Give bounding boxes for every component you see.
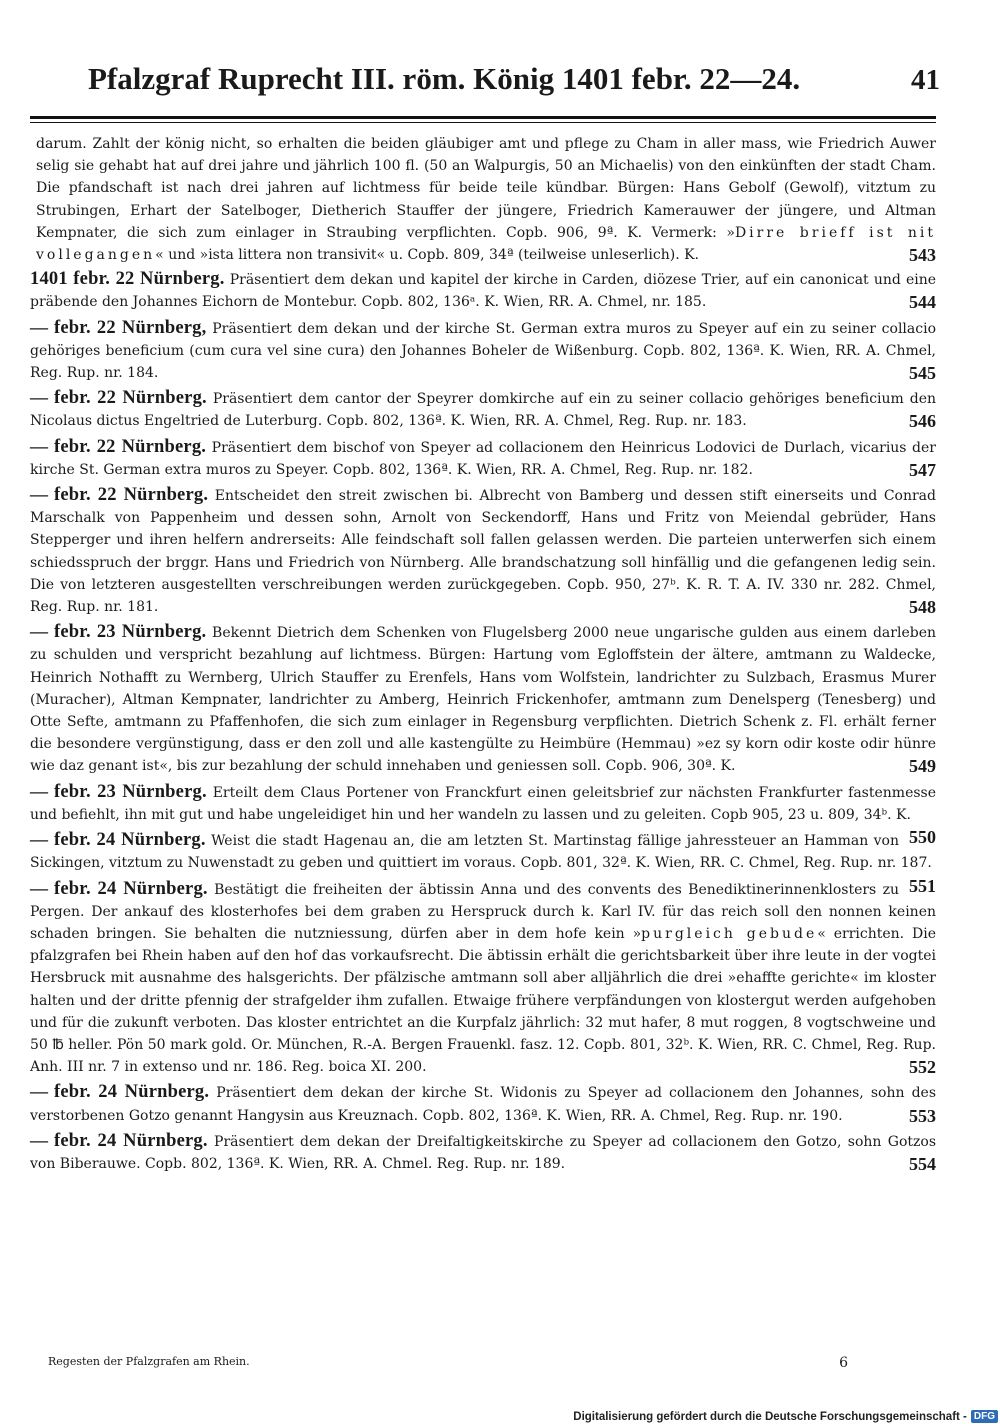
entry-number: 547 (909, 459, 936, 480)
entry-date-place: febr. 22 Nürnberg. (54, 485, 209, 506)
entry-text-continued: « errichten. Die pfalzgrafen bei Rhein haben auf den hof das vorkaufsrecht. Die äbtissin erhält die gerichtsbarkeit über ihre leute in der vogtei Hersbruck mit ausnahme des halsgerichts. Der pfälzische amtmann soll aber alljährlich die drei »ehaffte gerichte« im kloster halten und der dritte pfennig der strafgelder ihm zufallen. Etwaige frühere verpfändungen von klostergut werden aufgehoben und für die zukunft verboten. Das kloster entrichtet an die Kurpfalz jährlich: 32 mut hafer, 8 mut roggen, 8 vogtschweine und 50 ℔ heller. Pön 50 mark gold. Or. München, R.-A. Bergen Frauenkl. fasz. 12. Copb. 801, 32ᵇ. K. Wien, RR. C. Chmel, Reg. Rup. Anh. III nr. 7 in extenso und nr. 186. Reg. boica XI. 200. (30, 925, 937, 1076)
regest-entry (30, 483, 936, 618)
entry-text: Weist die stadt Hagenau an, die am letzten St. Martinstag fällige jahressteuer an Hamman von Sickingen, vitztum zu Nuwenstadt zu geben und quittiert im voraus. Copb. 801, 32ª. K. Wien, RR. C. Chmel, Reg. Rup. nr. 187. (30, 833, 932, 872)
regest-entry (30, 316, 936, 385)
header-rule (30, 116, 936, 119)
page-title: Pfalzgraf Ruprecht III. röm. König 1401 febr. 22—24. (88, 61, 801, 96)
entry-dash: — (30, 316, 48, 337)
entry-number: 552 (909, 1057, 936, 1078)
entry-text: Präsentiert dem dekan der kirche St. Widonis zu Speyer ad collacionem den Johannes, sohn des verstorbenen Gotzo genannt Hangysin aus Kreuznach. Copb. 802, 136ª. K. Wien, RR. A. Chmel, Reg. Rup. nr. 190. (30, 1085, 937, 1124)
entry-text: Bekennt Dietrich dem Schenken von Flugelsberg 2000 neue ungarische gulden aus einem darleben zu schulden und verspricht bezahlung auf lichtmess. Bürgen: Hartung vom Egloffstein der ältere, amtmann zu Waldecke, Heinrich Nothafft zu Wernberg, Ulrich Stauffer zu Erenfels, Hans vom Wolfstein, landrichter zu Sulzbach, Erasmus Murer (Muracher), Altman Kempnater, landrichter zu Amberg, Heinrich Frickenhofer, amtmann zum Denelsperg (Tenesberg) und Otte Sefte, amtmann zu Pfaffenhofen, die sich zum einlager in Regensburg verpflichten. Dietrich Schenk z. Fl. erhält ferner die besondere vergünstigung, dass er den zoll und alle kastengülte zu Heimbüre (Hemmau) »ez sy korn odir koste odir hünre wie daz genant ist«, bis zur bezahlung der schuld innehaben und geniessen soll. Copb. 906, 30ª. K. (30, 625, 937, 775)
entry-dash: — (30, 780, 48, 801)
entry-number: 549 (909, 756, 936, 777)
entry-dash: — (30, 435, 48, 456)
regest-entry (30, 620, 936, 777)
entry-date-place: febr. 23 Nürnberg. (54, 622, 207, 643)
regesta-list (30, 133, 936, 1175)
header-rule-thin (30, 122, 936, 123)
entry-text-continued: « und »ista littera non transivit« u. Copb. 809, 34ª (teilweise unleserlich). K. (155, 247, 700, 264)
entry-text: Bestätigt die freiheiten der äbtissin Anna und des convents des Benediktinerinnenklosters zu Pergen. Der ankauf des klosterhofes bei dem graben zu Herspruck durch k. Karl IV. für das reich soll den nonnen keinen schaden bringen. Sie behalten die nutzniessung, dürfen aber in dem hofe kein » (30, 881, 936, 942)
entry-number: 553 (909, 1105, 936, 1126)
entry-dash: — (30, 484, 48, 505)
entry-number: 543 (909, 245, 936, 266)
entry-text: Präsentiert dem cantor der Speyrer domkirche auf ein zu seiner collacio gehöriges beneficium den Nicolaus dictus Engeltried de Luterburg. Copb. 802, 136ª. K. Wien, RR. A. Chmel, Reg. Rup. nr. 183. (30, 391, 937, 430)
entry-date-place: febr. 24 Nürnberg. (54, 878, 208, 899)
regest-entry (30, 435, 936, 481)
entry-date-place: febr. 22 Nürnberg. (54, 388, 207, 409)
regest-entry (30, 1080, 936, 1126)
entry-number: 554 (909, 1153, 936, 1174)
page-footer (48, 1355, 848, 1371)
entry-date-place: febr. 22 Nürnberg. (54, 436, 207, 457)
entry-dash: — (30, 877, 48, 898)
footer-source: Regesten der Pfalzgrafen am Rhein. (48, 1355, 250, 1368)
entry-text: Präsentiert dem dekan und kapitel der kirche in Carden, diözese Trier, auf ein canonicat und eine präbende den Johannes Eichorn de Montebur. Copb. 802, 136ᵃ. K. Wien, RR. A. Chmel, nr. 185. (30, 272, 937, 311)
regest-entry (30, 268, 936, 313)
entry-text: Erteilt dem Claus Portener von Franckfurt einen geleitsbrief zur nächsten Frankfurter fastenmesse und befiehlt, ihn mit gut und habe ungeleidiget hin und her wandeln zu lassen und zu geleiten. Copb 905, 23 u. 809, 34ᵇ. K. (30, 784, 937, 823)
entry-text: Präsentiert dem bischof von Speyer ad collacionem den Heinricus Lodovici de Durlach, vicarius der kirche St. German extra muros zu Speyer. Copb. 802, 136ª. K. Wien, RR. A. Chmel, Reg. Rup. nr. 182. (30, 439, 936, 478)
entry-number: 544 (909, 292, 936, 313)
entry-text: Präsentiert dem dekan der Dreifaltigkeitskirche zu Speyer ad collacionem den Gotzo, sohn Gotzos von Biberauwe. Copb. 802, 136ª. K. Wien, RR. A. Chmel. Reg. Rup. nr. 189. (30, 1133, 937, 1172)
entry-spaced-quote: purgleich gebude (641, 925, 818, 942)
dfg-logo-icon: DFG (971, 1410, 998, 1423)
entry-date-place: febr. 24 Nürnberg. (54, 1130, 208, 1151)
entry-number: 548 (909, 597, 936, 618)
entry-date-place: febr. 24 Nürnberg. (54, 830, 206, 851)
regest-entry (30, 877, 936, 1079)
entry-dash: — (30, 621, 48, 642)
regest-entry (30, 133, 936, 266)
entry-number: 550 (909, 827, 936, 848)
entry-text: Präsentiert dem dekan und der kirche St. German extra muros zu Speyer auf ein zu seiner collacio gehöriges beneficium (cum cura vel sine cura) den Johannes Boheler de Wißenburg. Copb. 802, 136ª. K. Wien, RR. A. Chmel, Reg. Rup. nr. 184. (30, 320, 937, 382)
entry-spaced-quote: Dirre brieff ist nit vollegangen (36, 224, 936, 264)
entry-number: 546 (909, 411, 936, 432)
regest-entry (30, 828, 936, 896)
page-number: 41 (911, 64, 940, 96)
entry-dash: — (30, 1081, 48, 1102)
regest-entry (30, 1129, 936, 1175)
entry-text: darum. Zahlt der könig nicht, so erhalten die beiden gläubiger amt und pflege zu Cham in aller mass, wie Friedrich Auwer selig sie gehabt hat auf drei jahre und jährlich 100 fl. (50 an Walpurgis, 50 an Michaelis) von den einkünften der stadt Cham. Die pfandschaft ist nach drei jahren auf lichtmess für beide teile kündbar. Bürgen: Hans Gebolf (Gewolf), vitztum zu Strubingen, Erhart der Satelboger, Dietherich Stauffer der jüngere, Friedrich Kamerauwer der jüngere, und Altman Kempnater, die sich zum einlager in Straubing verpflichten. Copb. 906, 9ª. K. Vermerk: » (36, 136, 936, 241)
entry-dash: — (30, 387, 48, 408)
entry-date-place: febr. 24 Nürnberg. (54, 1082, 210, 1103)
funding-credit (573, 1410, 998, 1423)
entry-date-place: febr. 22 Nürnberg, (54, 317, 207, 338)
regest-entry (30, 386, 936, 432)
credit-text: Digitalisierung gefördert durch die Deutsche Forschungsgemeinschaft - (573, 1410, 967, 1423)
entry-text: Entscheidet den streit zwischen bi. Albrecht von Bamberg und dessen stift einerseits und Conrad Marschalk von Pappenheim und dessen sohn, Arnolt von Seckendorff, Hans und Fritz von Meiendal gebrüder, Hans Stepperger und ihren helfern andrerseits: Alle feindschaft soll fallen gelassen werden. Die parteien unterwerfen sich einem schiedsspruch der brggr. Hans und Friedrich von Nürnberg. Alle brandschatzung soll hinfällig und die gefangenen ledig sein. Die von letzteren ausgestellten verschreibungen werden zurückgegeben. Copb. 950, 27ᵇ. K. R. T. A. IV. 330 nr. 282. Chmel, Reg. Rup. nr. 181. (30, 488, 936, 616)
entry-dash: — (30, 829, 48, 850)
entry-number: 551 (909, 875, 936, 896)
entry-dash: — (30, 1129, 48, 1150)
page (30, 55, 940, 1177)
running-header (30, 55, 940, 104)
entry-date-place: febr. 23 Nürnberg. (54, 781, 207, 802)
entry-date-place: 1401 febr. 22 Nürnberg. (30, 269, 225, 290)
entry-number: 545 (909, 363, 936, 384)
signature-mark: 6 (839, 1355, 848, 1371)
